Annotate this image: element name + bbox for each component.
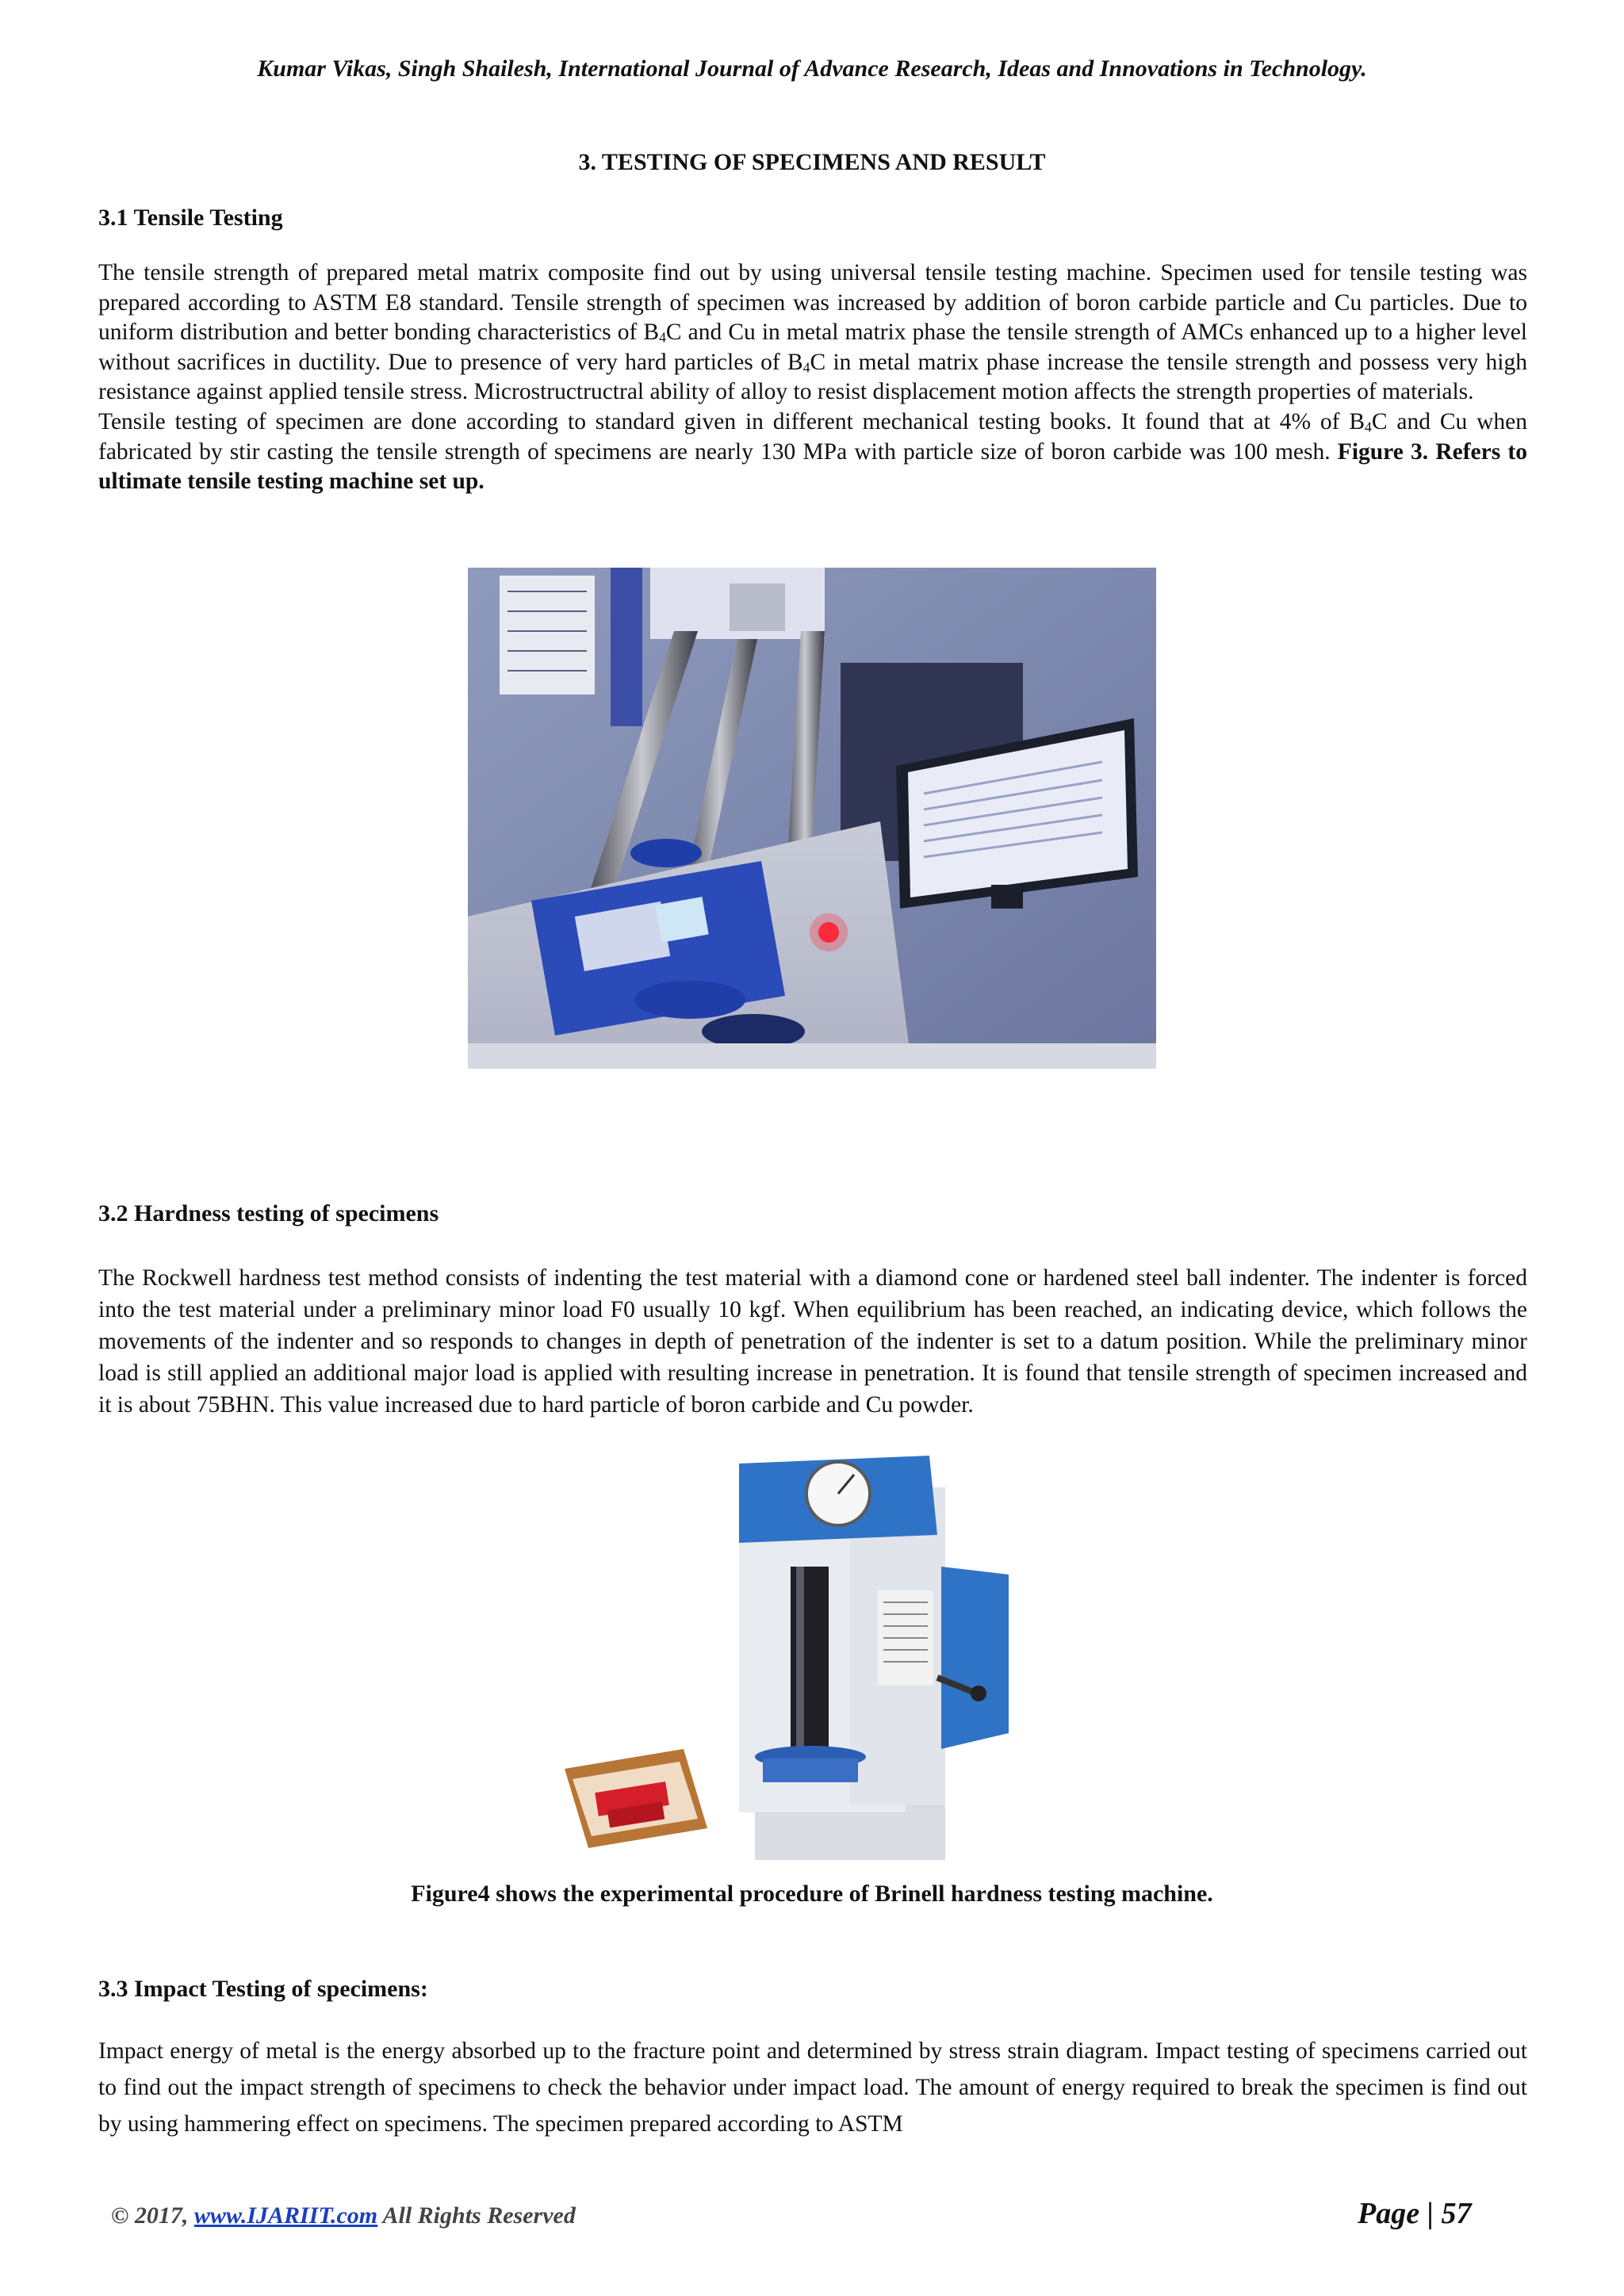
figure4-caption: Figure4 shows the experimental procedure of Brinell hardness testing machine. <box>411 1881 1213 1907</box>
hardness-body <box>98 1262 1527 1421</box>
impact-paragraph: Impact energy of metal is the energy absorbed up to the fracture point and determined by stress strain diagram. Impact testing of specimens carried out to find out the impact strength of specimens to check the behavior under impact load. The amount of energy required to break the specimen is find out by using hammering effect on specimens. The specimen prepared according to ASTM <box>98 2038 1527 2137</box>
hardness-tester-photo <box>565 1456 1072 1868</box>
figure3-reference: Figure 3. Refers to ultimate tensile testing machine set up. <box>98 438 1527 495</box>
hardness-heading: 3.2 Hardness testing of specimens <box>98 1200 439 1226</box>
hardness-tester-illustration <box>565 1456 1072 1868</box>
tensile-paragraph-2: Tensile testing of specimen are done according to standard given in different mechanical testing books. It found that at 4% of $B_4C$ and Cu when fabricated by stir casting the tensile strength of specimens are nearly 130 MPa with particle size of boron carbide was 100 mesh. Figure 3. Refers to ultimate tensile testing machine set up. <box>98 408 1527 495</box>
section-title: 3. TESTING OF SPECIMENS AND RESULT <box>578 149 1046 175</box>
tensile-heading: 3.1 Tensile Testing <box>98 205 283 231</box>
page-number: Page | 57 <box>1358 2197 1472 2230</box>
tensile-machine-photo <box>468 568 1156 1069</box>
journal-website-link[interactable]: www.IJARIIT.com <box>193 2202 378 2229</box>
tensile-machine-illustration <box>468 568 1156 1069</box>
footer-copyright: © 2017, www.IJARIIT.com All Rights Reserved <box>111 2202 576 2229</box>
impact-heading: 3.3 Impact Testing of specimens: <box>98 1976 428 2002</box>
running-header: Kumar Vikas, Singh Shailesh, International Journal of Advance Research, Ideas and Innovations in Technology. <box>257 55 1367 82</box>
impact-body <box>98 2033 1527 2142</box>
tensile-paragraph-1: The tensile strength of prepared metal matrix composite find out by using universal tensile testing machine. Specimen used for tensile testing was prepared according to ASTM E8 standard. Tensile strength of specimen was increased by addition of boron carbide particle and Cu particles. Due to uniform distribution and better bonding characteristics of $B_4C$ and Cu in metal matrix phase the tensile strength of AMCs enhanced up to a higher level without sacrifices in ductility. Due to presence of very hard particles of $B_4C$ in metal matrix phase increase the tensile strength and possess very high resistance against applied tensile stress. Microstructructral ability of alloy to resist displacement motion affects the strength properties of materials. <box>98 260 1527 405</box>
tensile-body <box>98 258 1527 497</box>
hardness-paragraph: The Rockwell hardness test method consists of indenting the test material with a diamond cone or hardened steel ball indenter. The indenter is forced into the test material under a preliminary minor load F0 usually 10 kgf. When equilibrium has been reached, an indicating device, which follows the movements of the indenter and so responds to changes in depth of penetration of the indenter is set to a datum position. While the preliminary minor load is still applied an additional major load is applied with resulting increase in penetration. It is found that tensile strength of specimen increased and it is about 75BHN. This value increased due to hard particle of boron carbide and Cu powder. <box>98 1265 1527 1418</box>
